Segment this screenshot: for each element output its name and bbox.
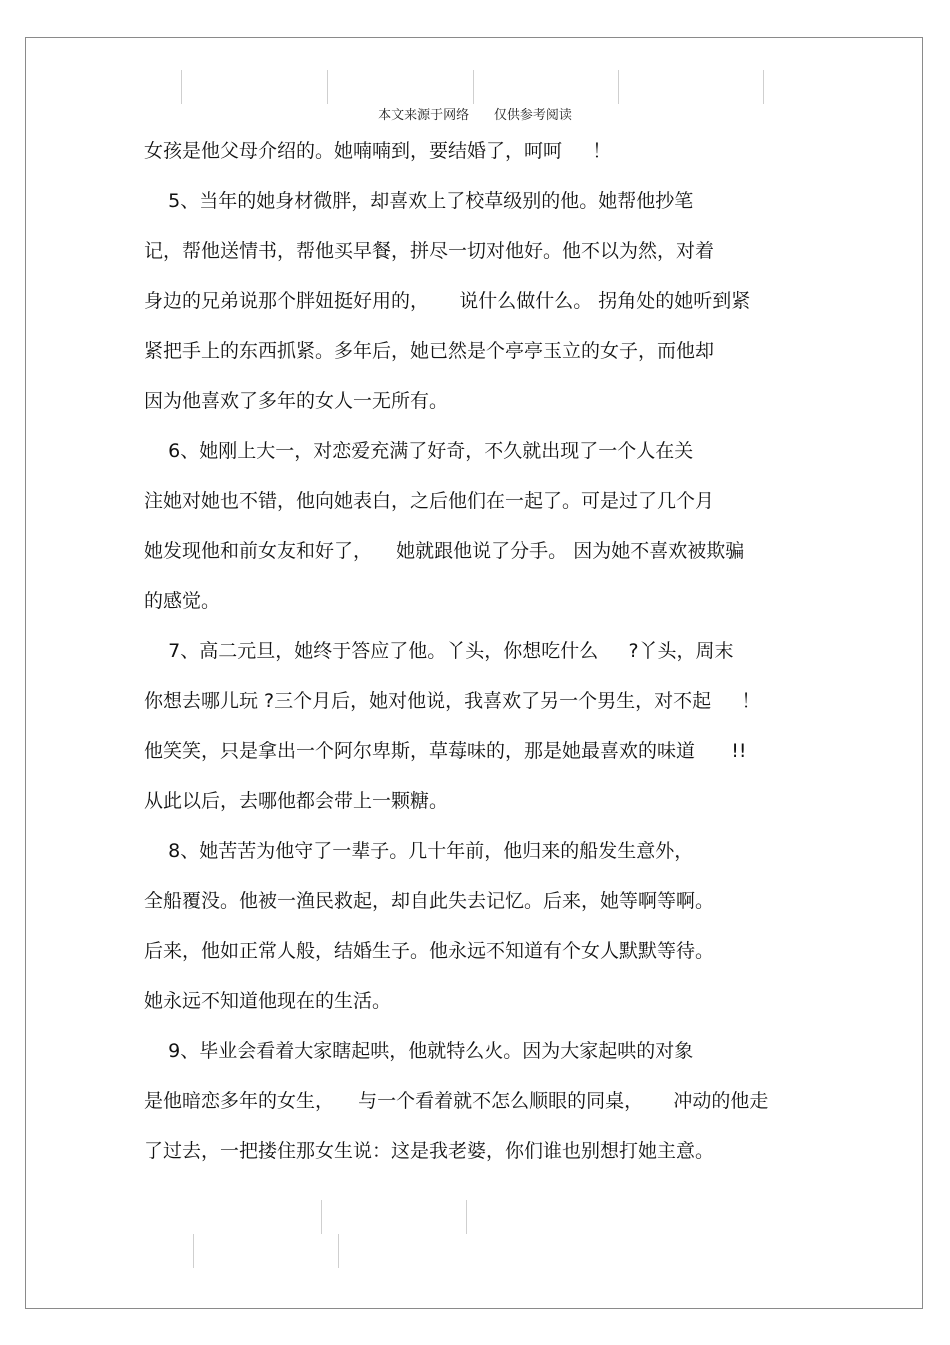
text-line: 6、她刚上大一，对恋爱充满了好奇，不久就出现了一个人在关: [144, 440, 694, 462]
text-line: 紧把手上的东西抓紧。多年后，她已然是个亭亭玉立的女子，而他却: [144, 340, 715, 362]
text-line: 因为他喜欢了多年的女人一无所有。: [144, 390, 449, 412]
text-line: 从此以后，去哪他都会带上一颗糖。: [144, 790, 449, 812]
text-line: 9、毕业会看着大家瞎起哄，他就特么火。因为大家起哄的对象: [144, 1040, 694, 1062]
scan-mark: [327, 70, 328, 104]
text-line: 是他暗恋多年的女生， 与一个看着就不怎么顺眼的同桌， 冲动的他走: [144, 1090, 769, 1112]
text-line: 全船覆没。他被一渔民救起，却自此失去记忆。后来，她等啊等啊。: [144, 890, 715, 912]
scan-mark: [338, 1234, 339, 1268]
page-frame: [25, 37, 923, 1309]
scan-mark: [618, 70, 619, 104]
scan-mark: [181, 70, 182, 104]
text-line: 8、她苦苦为他守了一辈子。几十年前，他归来的船发生意外，: [144, 840, 694, 862]
scan-mark: [321, 1200, 322, 1234]
text-line: 女孩是他父母介绍的。她喃喃到，要结婚了，呵呵 ！: [144, 140, 612, 162]
text-line: 记，帮他送情书，帮他买早餐，拼尽一切对他好。他不以为然，对着: [144, 240, 715, 262]
text-line: 你想去哪儿玩 ?三个月后，她对他说，我喜欢了另一个男生，对不起 ！: [144, 690, 761, 712]
text-line: 了过去，一把搂住那女生说：这是我老婆，你们谁也别想打她主意。: [144, 1140, 715, 1162]
text-line: 后来，他如正常人般，结婚生子。他永远不知道有个女人默默等待。: [144, 940, 715, 962]
scan-mark: [763, 70, 764, 104]
text-line: 注她对她也不错，他向她表白，之后他们在一起了。可是过了几个月: [144, 490, 715, 512]
text-line: 她发现他和前女友和好了， 她就跟他说了分手。 因为她不喜欢被欺骗: [144, 540, 745, 562]
text-line: 的感觉。: [144, 590, 221, 612]
scan-mark: [466, 1200, 467, 1234]
text-line: 身边的兄弟说那个胖妞挺好用的， 说什么做什么。 拐角处的她听到紧: [144, 290, 751, 312]
text-line: 7、高二元旦，她终于答应了他。丫头，你想吃什么 ?丫头，周末: [144, 640, 734, 662]
text-line: 他笑笑，只是拿出一个阿尔卑斯，草莓味的，那是她最喜欢的味道 !!: [144, 740, 747, 762]
text-line: 她永远不知道他现在的生活。: [144, 990, 392, 1012]
header-note: 本文来源于网络 仅供参考阅读: [378, 108, 572, 123]
scan-mark: [193, 1234, 194, 1268]
scan-mark: [473, 70, 474, 104]
text-line: 5、当年的她身材微胖，却喜欢上了校草级别的他。她帮他抄笔: [144, 190, 694, 212]
